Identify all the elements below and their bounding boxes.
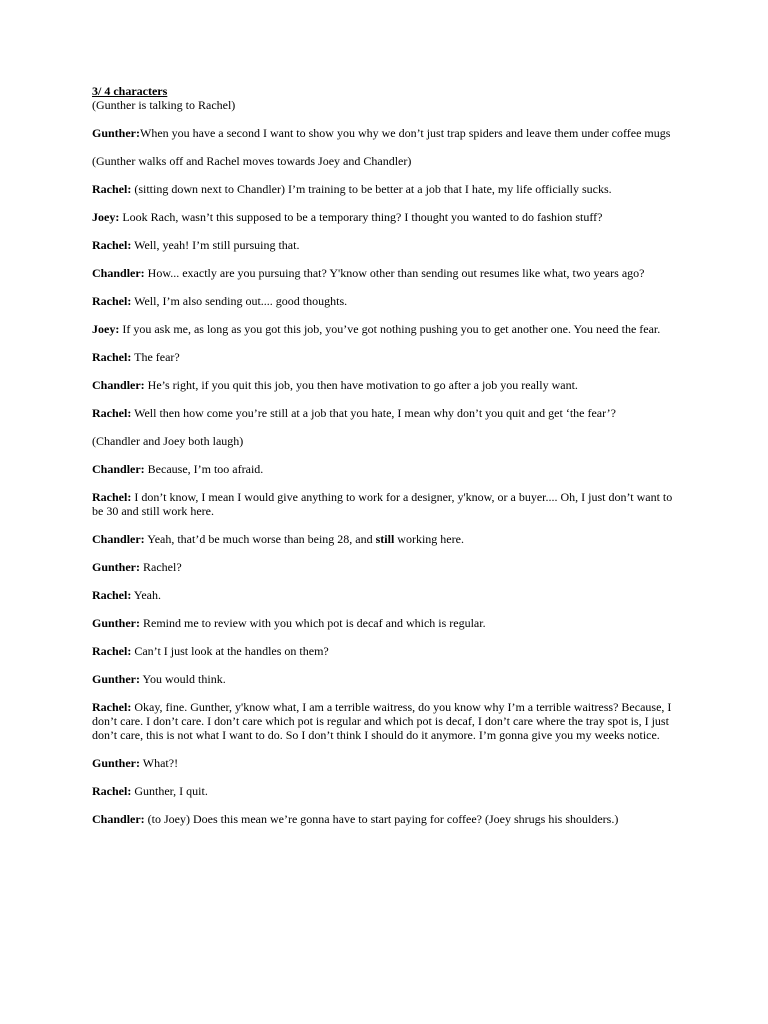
line-text: Yeah. <box>131 588 161 602</box>
speaker-name: Rachel: <box>92 700 132 714</box>
dialogue-line <box>92 490 678 518</box>
line-text: Look Rach, wasn’t this supposed to be a temporary thing? I thought you wanted to do fashion stuff? <box>119 210 603 224</box>
script-page <box>92 84 678 840</box>
dialogue-line <box>92 462 678 476</box>
dialogue-line <box>92 126 678 140</box>
speaker-name: Joey: <box>92 210 120 224</box>
dialogue-list <box>92 126 678 826</box>
speaker-name: Chandler: <box>92 462 145 476</box>
dialogue-line <box>92 532 678 546</box>
line-text: (Chandler and Joey both laugh) <box>92 434 244 448</box>
line-text-continued: working here. <box>394 532 464 546</box>
speaker-name: Rachel: <box>92 294 132 308</box>
speaker-name: Joey: <box>92 322 120 336</box>
dialogue-line <box>92 350 678 364</box>
dialogue-line <box>92 756 678 770</box>
speaker-name: Rachel: <box>92 588 132 602</box>
line-text: You would think. <box>140 672 226 686</box>
line-text: Rachel? <box>140 560 182 574</box>
dialogue-line <box>92 266 678 280</box>
speaker-name: Chandler: <box>92 532 145 546</box>
speaker-name: Gunther: <box>92 672 140 686</box>
line-text: Yeah, that’d be much worse than being 28, and <box>144 532 376 546</box>
speaker-name: Rachel: <box>92 238 132 252</box>
line-text: When you have a second I want to show you why we don’t just trap spiders and leave them under coffee mugs <box>140 126 671 140</box>
speaker-name: Gunther: <box>92 560 140 574</box>
dialogue-line <box>92 238 678 252</box>
speaker-name: Chandler: <box>92 378 145 392</box>
speaker-name: Gunther: <box>92 756 140 770</box>
line-text: Because, I’m too afraid. <box>144 462 264 476</box>
line-text: (to Joey) Does this mean we’re gonna have to start paying for coffee? (Joey shrugs his shoulders.) <box>144 812 619 826</box>
line-text: Well then how come you’re still at a job that you hate, I mean why don’t you quit and get ‘the fear’? <box>131 406 616 420</box>
dialogue-line <box>92 294 678 308</box>
dialogue-line <box>92 616 678 630</box>
emphasis-text: still <box>375 532 395 546</box>
speaker-name: Rachel: <box>92 490 132 504</box>
dialogue-line <box>92 700 678 742</box>
speaker-name: Rachel: <box>92 182 132 196</box>
dialogue-line <box>92 672 678 686</box>
line-text: Remind me to review with you which pot is decaf and which is regular. <box>140 616 486 630</box>
dialogue-line <box>92 644 678 658</box>
speaker-name: Gunther: <box>92 616 140 630</box>
line-text: Well, I’m also sending out.... good thoughts. <box>131 294 348 308</box>
speaker-name: Rachel: <box>92 350 132 364</box>
dialogue-line <box>92 182 678 196</box>
line-text: Gunther, I quit. <box>131 784 208 798</box>
speaker-name: Chandler: <box>92 266 145 280</box>
line-text: Can’t I just look at the handles on them? <box>131 644 329 658</box>
speaker-name: Chandler: <box>92 812 145 826</box>
line-text: (sitting down next to Chandler) I’m training to be better at a job that I hate, my life officially sucks. <box>131 182 612 196</box>
line-text: He’s right, if you quit this job, you then have motivation to go after a job you really want. <box>144 378 578 392</box>
stage-direction <box>92 434 678 448</box>
document-title: 3/ 4 characters <box>92 84 168 98</box>
dialogue-line <box>92 588 678 602</box>
dialogue-line <box>92 560 678 574</box>
speaker-name: Rachel: <box>92 784 132 798</box>
stage-direction <box>92 154 678 168</box>
document-subtitle: (Gunther is talking to Rachel) <box>92 98 236 112</box>
line-text: (Gunther walks off and Rachel moves towards Joey and Chandler) <box>92 154 412 168</box>
line-text: I don’t know, I mean I would give anything to work for a designer, y'know, or a buyer.... Oh, I just don’t want to be 30 and still work here. <box>92 490 673 518</box>
line-text: Okay, fine. Gunther, y'know what, I am a terrible waitress, do you know why I’m a terrible waitress? Because, I don’t care. I don’t care. I don’t care which pot is regular and which pot is decaf, I don’t care where the tray spot is, I just don’t care, this is not what I want to do. So I don’t think I should do it anymore. I’m gonna give you my weeks notice. <box>92 700 672 742</box>
dialogue-line <box>92 406 678 420</box>
speaker-name: Rachel: <box>92 406 132 420</box>
header-block <box>92 84 678 112</box>
line-text: What?! <box>140 756 179 770</box>
line-text: If you ask me, as long as you got this job, you’ve got nothing pushing you to get another one. You need the fear. <box>119 322 661 336</box>
dialogue-line <box>92 812 678 826</box>
speaker-name: Rachel: <box>92 644 132 658</box>
line-text: Well, yeah! I’m still pursuing that. <box>131 238 300 252</box>
dialogue-line <box>92 378 678 392</box>
speaker-name: Gunther: <box>92 126 140 140</box>
line-text: How... exactly are you pursuing that? Y'know other than sending out resumes like what, two years ago? <box>144 266 645 280</box>
dialogue-line <box>92 784 678 798</box>
dialogue-line <box>92 322 678 336</box>
line-text: The fear? <box>131 350 180 364</box>
dialogue-line <box>92 210 678 224</box>
